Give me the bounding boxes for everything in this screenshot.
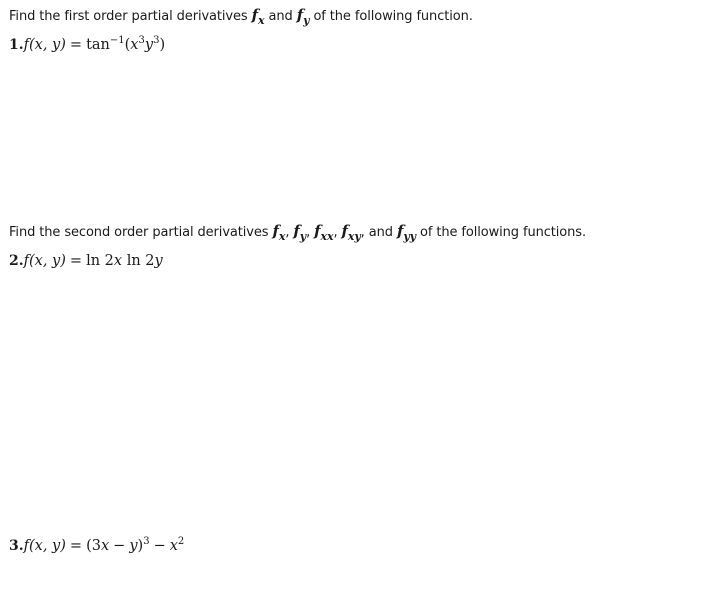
fy-subscript: y	[303, 14, 310, 27]
fxy-symbol: f	[341, 222, 348, 240]
coefficient: 2	[145, 253, 155, 269]
problem-2	[9, 253, 163, 269]
minus-sign: −	[153, 538, 166, 554]
instruction-second-order	[9, 222, 586, 243]
instruction-text-end: of the following functions.	[419, 225, 586, 240]
ln-function: ln	[126, 253, 141, 269]
inverse-superscript: −1	[109, 35, 125, 46]
y-exponent: 3	[153, 35, 160, 46]
problem-number: 1.	[9, 37, 24, 53]
instruction-text-end: of the following function.	[313, 9, 473, 24]
open-paren: (	[86, 538, 92, 554]
fx-symbol: f	[251, 6, 258, 24]
variable-x: x	[169, 538, 178, 554]
equals-sign: =	[69, 538, 83, 554]
close-paren: )	[159, 37, 166, 53]
fy-subscript: y	[299, 230, 307, 243]
problem-number: 3.	[9, 538, 24, 554]
problem-3	[9, 538, 184, 554]
variable-y: y	[144, 37, 154, 53]
instruction-first-order	[9, 6, 473, 27]
open-paren: (	[124, 37, 131, 53]
fy-symbol: f	[293, 222, 300, 240]
comma: ,	[306, 225, 311, 240]
problem-1	[9, 37, 165, 53]
fyy-subscript: yy	[403, 230, 416, 243]
variable-x: x	[100, 538, 110, 554]
square-exponent: 2	[177, 536, 185, 547]
variable-y: y	[154, 253, 163, 269]
fyy-symbol: f	[396, 222, 404, 240]
tan-function: tan	[86, 37, 110, 53]
instruction-text: Find the second order partial derivatives	[9, 225, 269, 240]
and-text: and	[268, 9, 293, 24]
instruction-text: Find the first order partial derivatives	[9, 9, 248, 24]
equals-sign: =	[69, 253, 83, 269]
fx-symbol: f	[272, 222, 279, 240]
fxx-symbol: f	[314, 222, 321, 240]
function-name: f	[23, 253, 29, 269]
comma: ,	[360, 225, 365, 240]
function-args: (x, y)	[29, 253, 66, 269]
fx-subscript: x	[278, 230, 286, 243]
fy-symbol: f	[296, 6, 304, 24]
fxx-subscript: xx	[320, 230, 334, 243]
fx-subscript: x	[258, 14, 265, 27]
problem-number: 2.	[9, 253, 24, 269]
close-paren: )	[137, 538, 144, 554]
x-exponent: 3	[138, 35, 145, 46]
comma: ,	[333, 225, 338, 240]
variable-y: y	[129, 538, 138, 554]
fxy-subscript: xy	[347, 230, 361, 243]
coefficient: 3	[91, 538, 101, 554]
function-args: (x, y)	[29, 37, 66, 53]
minus-sign: −	[113, 538, 126, 554]
ln-function: ln	[86, 253, 101, 269]
function-name: f	[23, 538, 29, 554]
function-name: f	[23, 37, 29, 53]
variable-x: x	[130, 37, 139, 53]
comma: ,	[285, 225, 290, 240]
cube-exponent: 3	[143, 536, 150, 547]
and-text: and	[368, 225, 393, 240]
equals-sign: =	[69, 37, 83, 53]
variable-x: x	[113, 253, 123, 269]
function-args: (x, y)	[29, 538, 66, 554]
coefficient: 2	[104, 253, 114, 269]
